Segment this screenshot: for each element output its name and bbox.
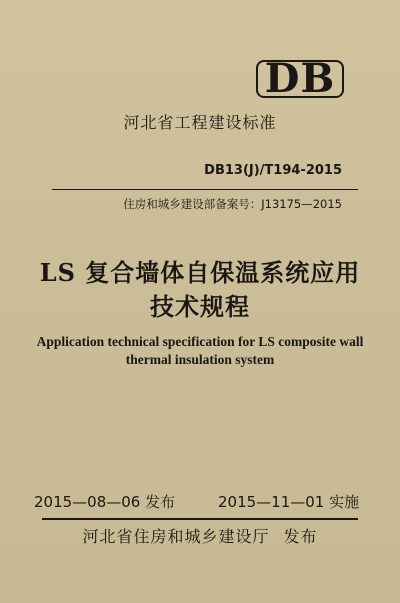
english-title <box>20 333 380 369</box>
standard-number: DB13(J)/T194-2015 <box>204 163 342 178</box>
publish-date: 2015—08—06 发布 <box>34 493 176 511</box>
english-title-line-1: Application technical specification for LS composite wall <box>36 334 364 349</box>
chinese-title <box>0 256 400 324</box>
db-logo: DB <box>264 55 336 102</box>
publisher-line <box>0 526 400 548</box>
top-divider <box>52 189 358 190</box>
publisher-name: 河北省住房和城乡建设厅 <box>82 527 270 546</box>
english-title-line-2: thermal insulation system <box>125 352 275 367</box>
chinese-title-line-1: LS 复合墙体自保温系统应用 <box>39 258 361 287</box>
standard-category: 河北省工程建设标准 <box>123 113 277 132</box>
implementation-date: 2015—11—01 实施 <box>218 493 360 511</box>
chinese-title-line-2: 技术规程 <box>150 292 250 321</box>
publisher-action: 发布 <box>283 527 318 546</box>
record-number: 住房和城乡建设部备案号：J13175—2015 <box>123 197 342 211</box>
bottom-divider <box>42 518 358 520</box>
